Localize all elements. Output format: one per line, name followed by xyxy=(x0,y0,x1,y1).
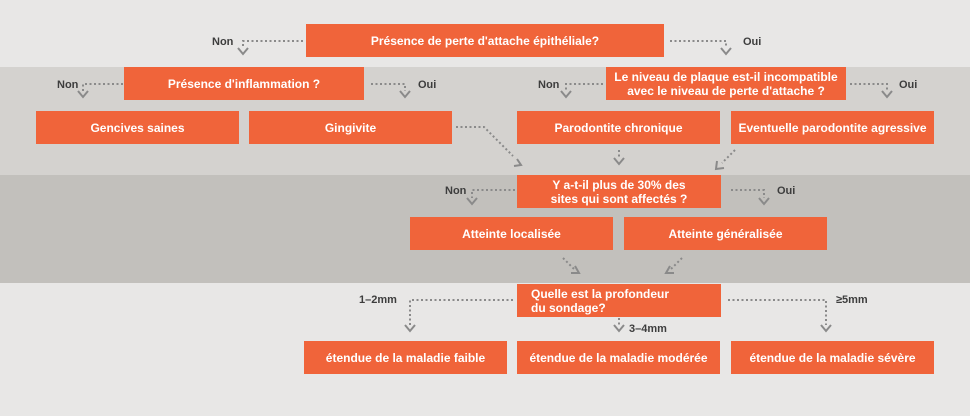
node-gingivitis: Gingivite xyxy=(249,111,452,144)
label-depth-3-4: 3–4mm xyxy=(629,323,667,335)
arrowhead-depth-3-4 xyxy=(614,325,624,331)
label-attachment-no: Non xyxy=(212,36,234,48)
node-plaque-level-line-1: Le niveau de plaque est-il incompatible xyxy=(614,69,838,84)
node-aggressive-periodontitis: Eventuelle parodontite agressive xyxy=(731,111,934,144)
connector-depth-1-2 xyxy=(410,300,513,325)
node-sites-affected-line-2: sites qui sont affectés ? xyxy=(550,191,688,206)
node-plaque-level xyxy=(606,67,846,100)
node-localized: Atteinte localisée xyxy=(410,217,613,250)
node-sites-affected xyxy=(517,175,721,208)
node-probing-depth-line-2: du sondage? xyxy=(531,300,606,315)
label-depth-1-2: 1–2mm xyxy=(359,294,397,306)
node-attachment-loss: Présence de perte d'attache épithéliale? xyxy=(306,24,664,57)
node-healthy-gums: Gencives saines xyxy=(36,111,239,144)
label-depth-5: ≥5mm xyxy=(836,294,868,306)
connector-depth-5 xyxy=(728,300,826,325)
arrowhead-depth-1-2 xyxy=(405,325,415,331)
node-plaque-level-line-2: avec le niveau de perte d'attache ? xyxy=(627,83,825,98)
node-severity-moderate: étendue de la maladie modérée xyxy=(517,341,720,374)
node-sites-affected-line-1: Y a-t-il plus de 30% des xyxy=(552,177,686,192)
node-inflammation: Présence d'inflammation ? xyxy=(124,67,364,100)
arrowhead-depth-5 xyxy=(821,325,831,331)
node-chronic-periodontitis: Parodontite chronique xyxy=(517,111,720,144)
node-severity-severe: étendue de la maladie sévère xyxy=(731,341,934,374)
label-attachment-yes: Oui xyxy=(743,36,762,48)
label-inflammation-yes: Oui xyxy=(418,79,437,91)
label-sites-no: Non xyxy=(445,185,467,197)
node-generalized: Atteinte généralisée xyxy=(624,217,827,250)
node-probing-depth xyxy=(517,284,721,317)
label-inflammation-no: Non xyxy=(57,79,79,91)
connector-attachment-yes xyxy=(670,41,726,48)
node-probing-depth-line-1: Quelle est la profondeur xyxy=(531,286,670,301)
label-plaque-yes: Oui xyxy=(899,79,918,91)
label-sites-yes: Oui xyxy=(777,185,796,197)
arrowhead-attachment-yes xyxy=(721,48,731,54)
connector-attachment-no xyxy=(243,41,303,48)
label-plaque-no: Non xyxy=(538,79,560,91)
node-severity-low: étendue de la maladie faible xyxy=(304,341,507,374)
arrowhead-attachment-no xyxy=(238,48,248,54)
